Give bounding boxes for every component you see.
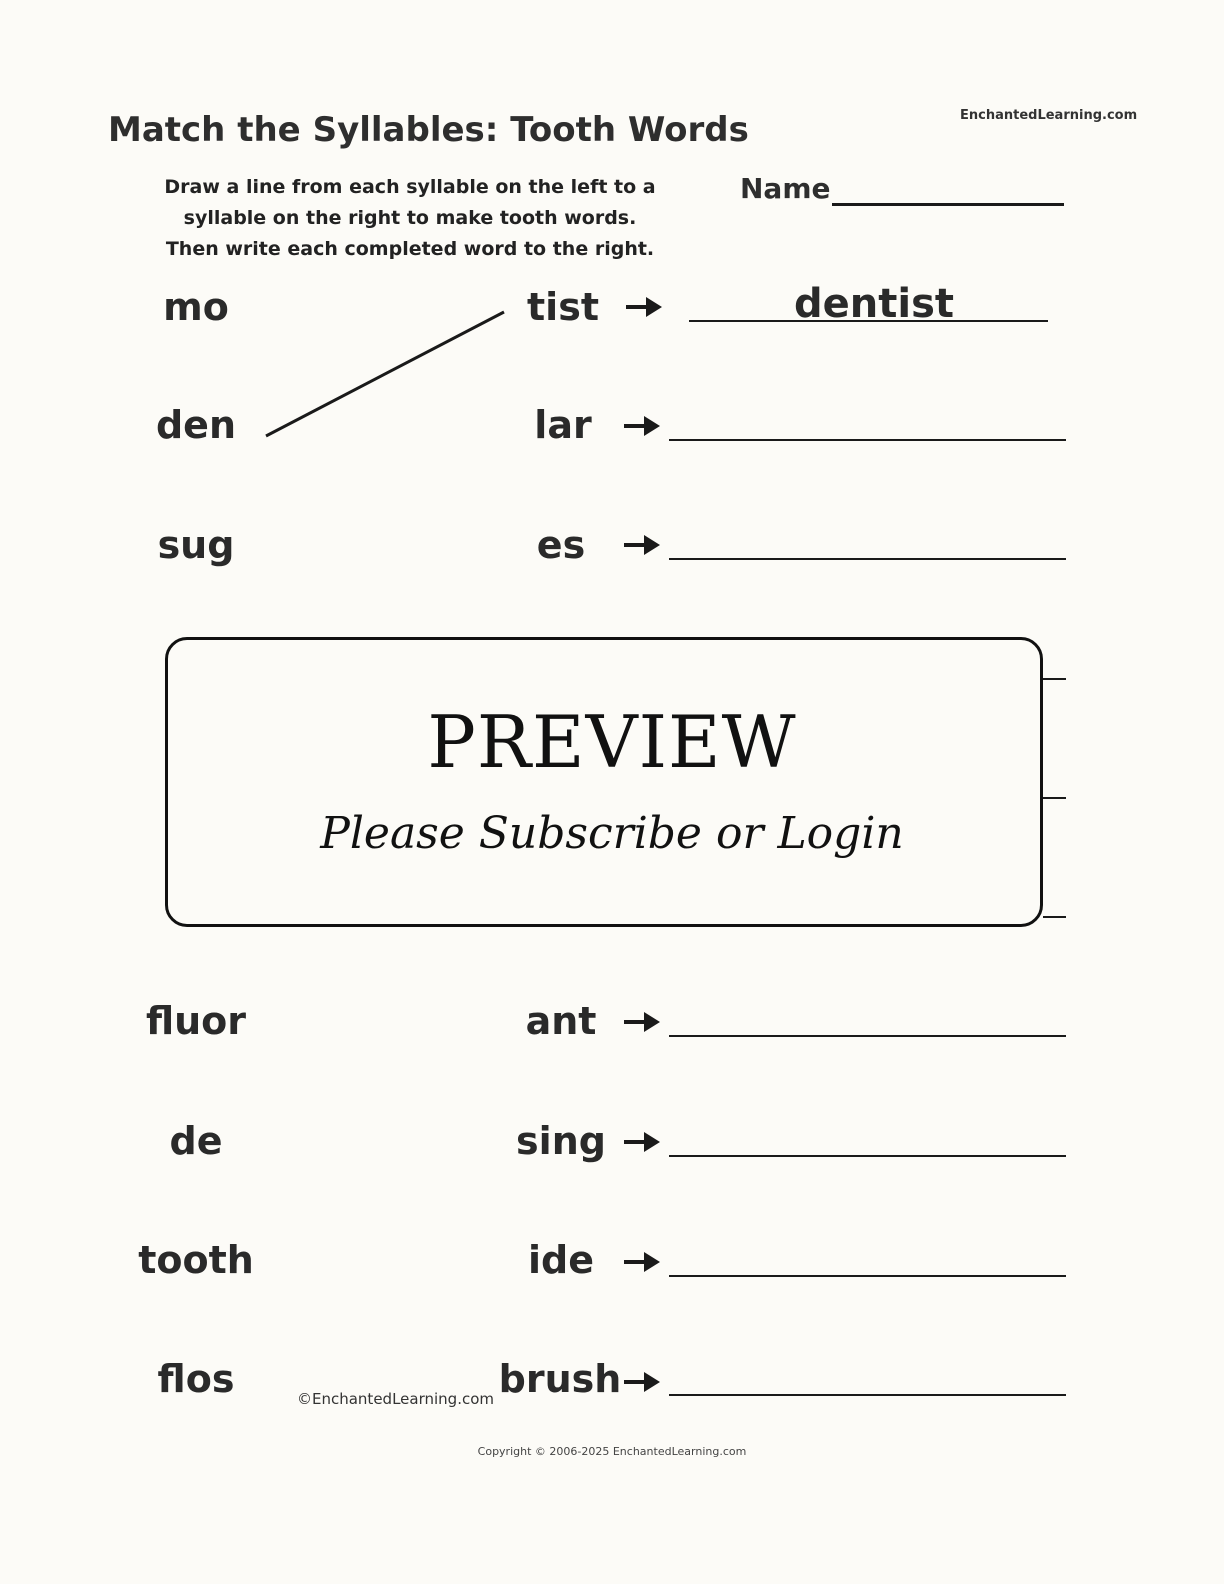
example-answer: dentist xyxy=(794,281,954,327)
right-syllable: es xyxy=(536,523,586,567)
left-syllable: tooth xyxy=(138,1238,254,1282)
left-syllable: fluor xyxy=(145,999,247,1043)
answer-line[interactable] xyxy=(669,439,1066,441)
answer-line xyxy=(1043,797,1066,799)
right-syllable: sing xyxy=(516,1119,606,1163)
name-label: Name xyxy=(740,172,831,205)
answer-line[interactable] xyxy=(669,1275,1066,1277)
right-syllable: tist xyxy=(527,285,599,329)
answer-line[interactable] xyxy=(669,1035,1066,1037)
answer-line[interactable] xyxy=(669,558,1066,560)
small-copyright: ©EnchantedLearning.com xyxy=(297,1390,494,1408)
left-syllable: den xyxy=(155,403,237,447)
left-syllable: sug xyxy=(157,523,235,567)
right-syllable: brush xyxy=(498,1357,622,1401)
left-syllable: mo xyxy=(163,285,229,329)
arrow-right-icon xyxy=(624,533,662,557)
answer-line[interactable] xyxy=(669,1155,1066,1157)
answer-line xyxy=(1043,916,1066,918)
arrow-right-icon xyxy=(624,1130,662,1154)
arrow-right-icon xyxy=(624,414,662,438)
right-syllable: ide xyxy=(528,1238,594,1282)
site-tag: EnchantedLearning.com xyxy=(960,108,1138,123)
arrow-right-icon xyxy=(624,1370,662,1394)
preview-title: PREVIEW xyxy=(427,700,797,784)
arrow-right-icon xyxy=(624,1010,662,1034)
instruction-line: Draw a line from each syllable on the left to a xyxy=(164,176,656,198)
instruction-line: syllable on the right to make tooth words. xyxy=(183,207,637,229)
arrow-right-icon xyxy=(624,1250,662,1274)
right-syllable: lar xyxy=(534,403,592,447)
instruction-line: Then write each completed word to the right. xyxy=(165,238,655,260)
answer-line xyxy=(1043,678,1066,680)
left-syllable: flos xyxy=(157,1357,235,1401)
left-syllable: de xyxy=(169,1119,223,1163)
footer-copyright: Copyright © 2006-2025 EnchantedLearning.com xyxy=(477,1445,747,1458)
page-title: Match the Syllables: Tooth Words xyxy=(108,110,749,150)
right-syllable: ant xyxy=(525,999,597,1043)
preview-subtitle[interactable]: Please Subscribe or Login xyxy=(320,808,904,859)
arrow-right-icon xyxy=(626,295,664,319)
answer-line[interactable] xyxy=(669,1394,1066,1396)
